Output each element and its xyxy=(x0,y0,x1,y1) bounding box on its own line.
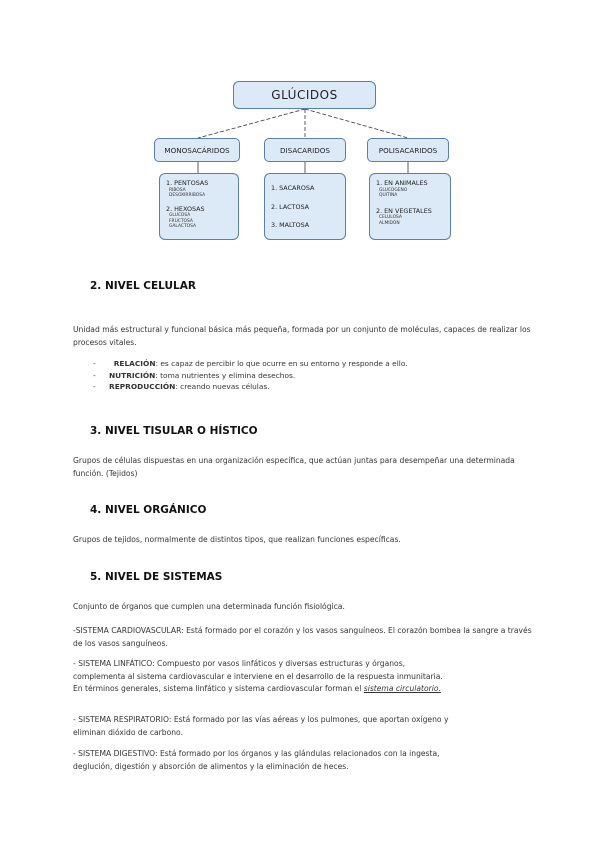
term-text: : es capaz de percibir lo que ocurre en su entorno y responde a ello. xyxy=(155,359,408,368)
sub-item: FRUCTOSA xyxy=(169,218,193,224)
heading-nivel-sistemas: 5. NIVEL DE SISTEMAS xyxy=(90,571,223,583)
leaf-monosacaridos xyxy=(159,173,239,240)
heading-nivel-celular: 2. NIVEL CELULAR xyxy=(90,280,196,292)
list-item: - REPRODUCCIÓN: creando nuevas células. xyxy=(93,382,270,391)
paragraph-celular: Unidad más estructural y funcional básica más pequeña, formada por un conjunto de moléculas, capaces de realizar los procesos vitales. xyxy=(73,325,531,347)
list-item: - NUTRICIÓN: toma nutrientes y elimina desechos. xyxy=(93,371,296,380)
heading-nivel-tisular: 3. NIVEL TISULAR O HÍSTICO xyxy=(90,425,258,437)
sub-item: GALACTOSA xyxy=(169,224,196,230)
paragraph-digestivo xyxy=(73,748,473,773)
branch-polisacaridos: POLISACARIDOS xyxy=(367,138,449,162)
sub-item: GLUCOGENO xyxy=(379,187,408,193)
term-text: : Está formado por los órganos y las glándulas relacionados con la ingesta, deglución, digestión y absorción de alimentos y la eliminación de heces. xyxy=(73,749,440,771)
group-title: 1. PENTOSAS xyxy=(166,179,209,187)
term: - SISTEMA RESPIRATORIO xyxy=(73,715,169,724)
heading-nivel-organico: 4. NIVEL ORGÁNICO xyxy=(90,504,207,516)
sub-item: RIBOSA xyxy=(169,187,186,193)
term-text: : creando nuevas células. xyxy=(175,382,270,391)
group-title: 1. EN ANIMALES xyxy=(376,179,428,187)
group-title: 2. HEXOSAS xyxy=(166,204,205,213)
term-text: : toma nutrientes y elimina desechos. xyxy=(155,371,296,380)
term-text: Compuesto por vasos linfáticos y diversas estructuras y órganos, complementa al sistema cardiovascular e interviene en el desarrollo de la respuesta inmunitaria. En términos generales, sistema linfático y sistema cardiovascular forman el xyxy=(73,659,443,694)
term-text: : Está formado por las vías aéreas y los pulmones, que aportan oxígeno y eliminan dióxido de carbono. xyxy=(73,715,449,737)
group-title: 1. SACAROSA xyxy=(271,184,315,192)
term: RELACIÓN xyxy=(113,359,156,368)
sub-item: ALMIDÓN xyxy=(379,220,400,226)
branch-monosacaridos: MONOSACÁRIDOS xyxy=(154,138,240,162)
diagram-root: GLÚCIDOS xyxy=(233,81,376,109)
term-text: Está formado por el corazón y los vasos sanguíneos. El corazón bombea la sangre a través de los vasos sanguíneos. xyxy=(73,626,532,648)
sub-item: DESOXIRRIBOSA xyxy=(169,193,206,199)
branch-disacaridos: DISACARIDOS xyxy=(264,138,346,162)
term: - SISTEMA DIGESTIVO xyxy=(73,749,156,758)
link-sistema-circulatorio[interactable]: sistema circulatorio. xyxy=(363,684,441,694)
list-item: - RELACIÓN: es capaz de percibir lo que ocurre en su entorno y responde a ello. xyxy=(93,359,408,368)
paragraph-sistemas-intro: Conjunto de órganos que cumplen una determinada función fisiológica. xyxy=(73,602,345,611)
sub-item: QUITINA xyxy=(379,193,398,199)
paragraph-respiratorio xyxy=(73,714,483,739)
term: REPRODUCCIÓN xyxy=(109,382,176,391)
group-title: 2. LACTOSA xyxy=(271,202,310,211)
paragraph-cardiovascular xyxy=(73,625,533,650)
term: - SISTEMA LINFÁTICO: xyxy=(73,659,155,668)
leaf-polisacaridos xyxy=(369,173,451,240)
group-title: 2. EN VEGETALES xyxy=(376,206,432,215)
paragraph-organico: Grupos de tejidos, normalmente de distintos tipos, que realizan funciones específicas. xyxy=(73,535,401,544)
group-title: 3. MALTOSA xyxy=(271,221,310,230)
paragraph-tisular: Grupos de células dispuestas en una organización específica, que actúan juntas para desempeñar una determinada función. (Tejidos) xyxy=(73,456,515,478)
term: -SISTEMA CARDIOVASCULAR: xyxy=(73,626,184,635)
sub-item: GLUCOSA xyxy=(169,213,191,219)
paragraph-linfatico xyxy=(73,658,443,696)
sub-item: CELULOSA xyxy=(379,215,402,221)
leaf-disacaridos xyxy=(264,173,346,240)
term: NUTRICIÓN xyxy=(109,371,156,380)
